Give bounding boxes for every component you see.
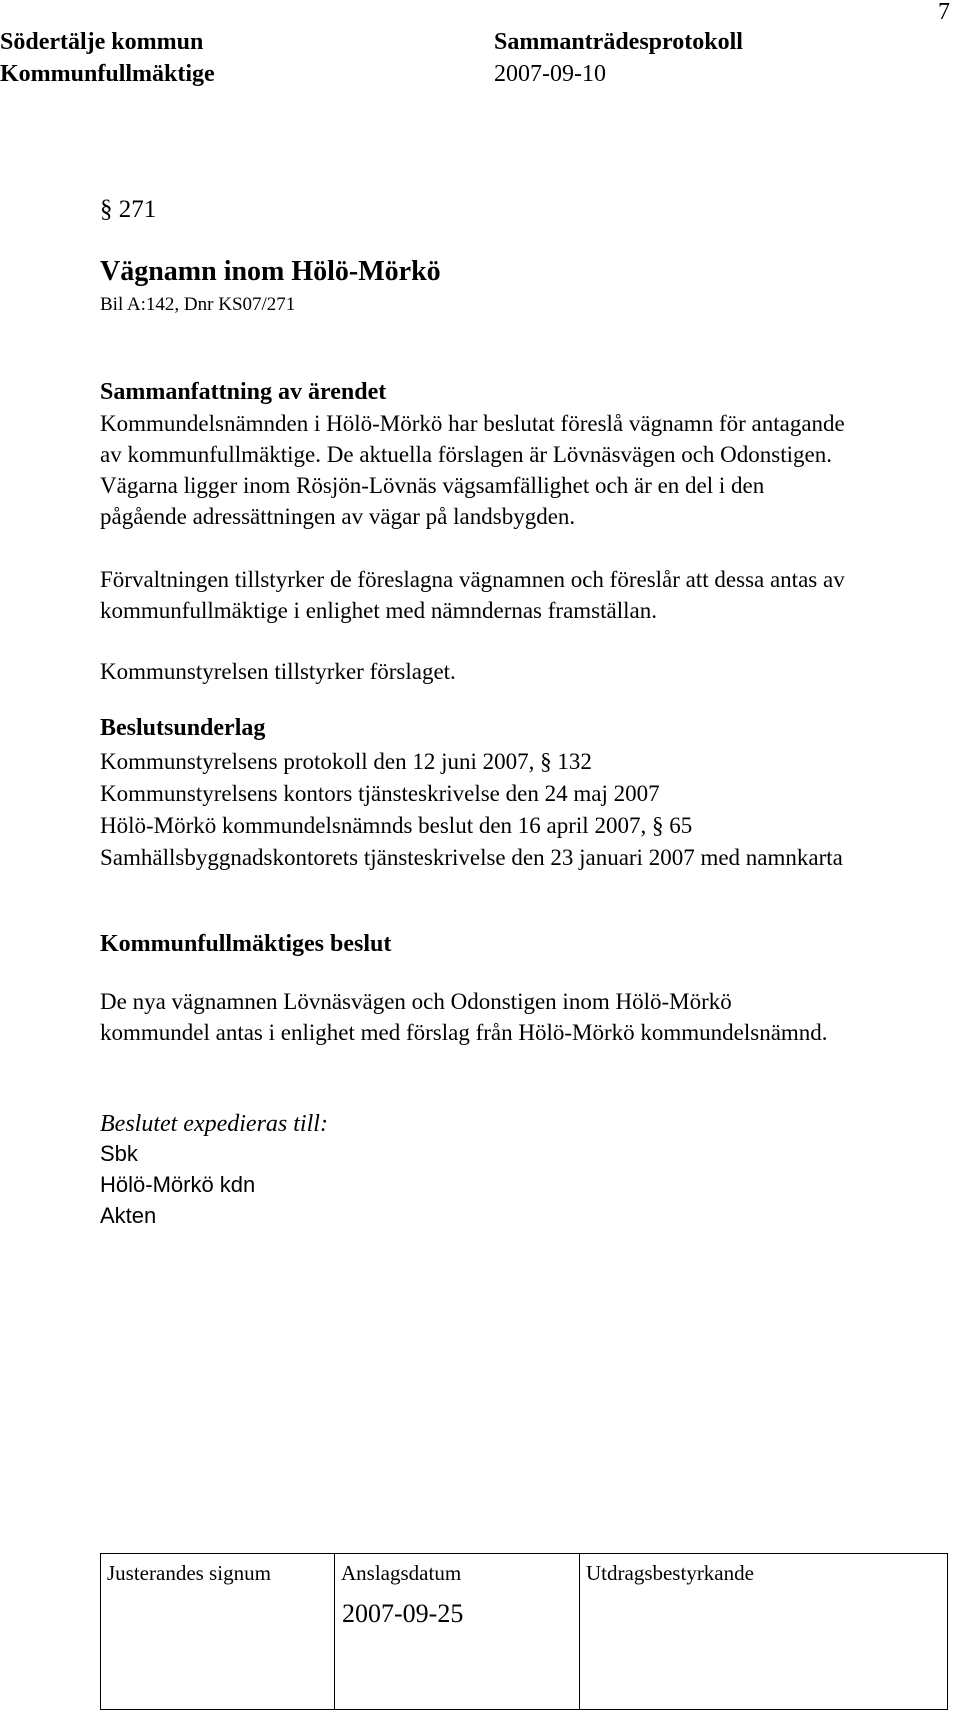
- certification-cell: [580, 1554, 948, 1710]
- section-sign-icon: §: [100, 196, 113, 223]
- section-sign-icon: §: [540, 749, 552, 774]
- section-sign-icon: §: [651, 813, 664, 838]
- page-number: 7: [938, 0, 950, 25]
- page-title: Vägnamn inom Hölö-Mörkö: [100, 256, 441, 287]
- basis-item: [100, 814, 692, 837]
- basis-item: [100, 750, 592, 773]
- summary-line: Kommundelsnämnden i Hölö-Mörkö har beslutat föreslå vägnamn för antagande: [100, 411, 845, 436]
- certification-label: Utdragsbestyrkande: [586, 1561, 754, 1585]
- signature-table: [100, 1553, 948, 1710]
- organization-name: Södertälje kommun: [0, 29, 204, 55]
- recipient: Akten: [100, 1203, 157, 1228]
- basis-item-ref: 65: [669, 813, 693, 838]
- basis-heading: Beslutsunderlag: [100, 715, 266, 741]
- summary-line: av kommunfullmäktige. De aktuella förslagen är Lövnäsvägen och Odonstigen.: [100, 442, 832, 467]
- recipient: Hölö-Mörkö kdn: [100, 1172, 256, 1197]
- paragraph-number: [100, 197, 156, 222]
- reference-number: Bil A:142, Dnr KS07/271: [100, 294, 296, 315]
- posting-date-cell: [335, 1554, 580, 1710]
- distribution-heading: Beslutet expedieras till:: [100, 1111, 328, 1137]
- recommendation-line: Förvaltningen tillstyrker de föreslagna vägnamnen och föreslår att dessa antas av: [100, 567, 845, 592]
- basis-item: [100, 782, 660, 805]
- signature-label: Justerandes signum: [107, 1561, 271, 1585]
- decision-heading: Kommunfullmäktiges beslut: [100, 931, 392, 957]
- basis-item-text: Hölö-Mörkö kommundelsnämnds beslut den 16 april 2007,: [100, 813, 652, 838]
- posting-date: 2007-09-25: [342, 1599, 464, 1628]
- document-type: Sammanträdesprotokoll: [494, 29, 743, 55]
- summary-heading: Sammanfattning av ärendet: [100, 379, 387, 405]
- summary-line: Vägarna ligger inom Rösjön-Lövnäs vägsamfällighet och är en del i den: [100, 473, 765, 498]
- decision-line: kommundel antas i enlighet med förslag från Hölö-Mörkö kommundelsnämnd.: [100, 1020, 828, 1045]
- basis-item-ref: 132: [557, 749, 592, 774]
- recipient: Sbk: [100, 1141, 138, 1166]
- assembly-name: Kommunfullmäktige: [0, 61, 215, 87]
- recommendation-line: kommunfullmäktige i enlighet med nämndernas framställan.: [100, 598, 657, 623]
- board-statement: Kommunstyrelsen tillstyrker förslaget.: [100, 659, 456, 684]
- basis-item-text: Kommunstyrelsens kontors tjänsteskrivelse den 24 maj 2007: [100, 781, 660, 806]
- summary-line: pågående adressättningen av vägar på landsbygden.: [100, 504, 576, 529]
- paragraph-number-value: 271: [118, 196, 157, 223]
- basis-item: [100, 846, 843, 869]
- basis-item-text: Samhällsbyggnadskontorets tjänsteskrivelse den 23 januari 2007 med namnkarta: [100, 845, 843, 870]
- basis-item-text: Kommunstyrelsens protokoll den 12 juni 2007,: [100, 749, 541, 774]
- decision-line: De nya vägnamnen Lövnäsvägen och Odonstigen inom Hölö-Mörkö: [100, 989, 732, 1014]
- meeting-date: 2007-09-10: [494, 61, 606, 87]
- signature-cell: [101, 1554, 335, 1710]
- posting-label: Anslagsdatum: [341, 1561, 462, 1585]
